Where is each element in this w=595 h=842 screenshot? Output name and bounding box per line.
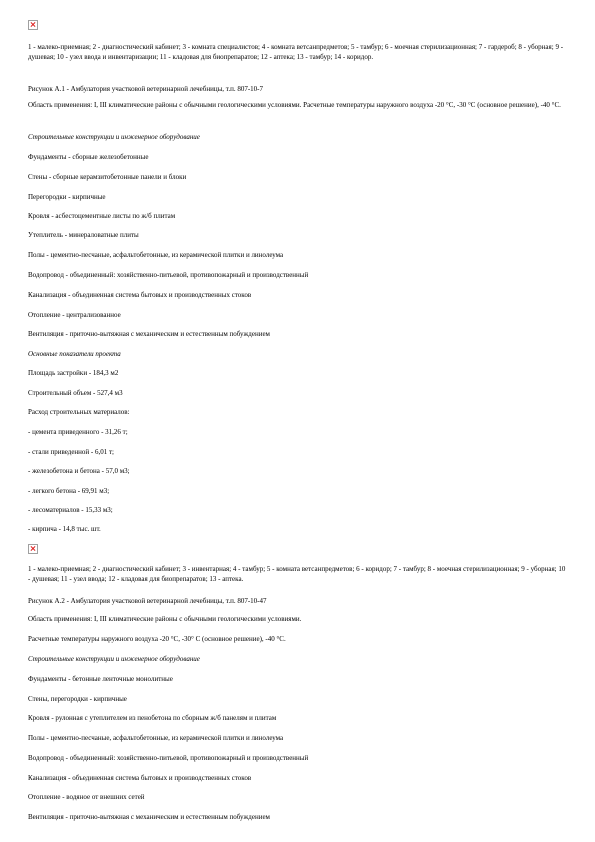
spec-line: Полы - цементно-песчаные, асфальтобетонные, из керамической плитки и линолеума bbox=[28, 251, 284, 259]
spec-line: Фундаменты - сборные железобетонные bbox=[28, 153, 149, 161]
figure-caption: Рисунок А.2 - Амбулатория участковой ветеринарной лечебницы, т.п. 807-10-47 bbox=[28, 597, 267, 605]
indicator-line: - легкого бетона - 69,91 м3; bbox=[28, 487, 110, 495]
spec-line: Перегородки - кирпичные bbox=[28, 193, 106, 201]
indicator-line: - кирпича - 14,8 тыс. шт. bbox=[28, 525, 101, 533]
scope-text: Область применения: I, III климатические районы с обычными геологическими условиями. bbox=[28, 615, 302, 623]
spec-line: Канализация - объединенная система бытовых и производственных стоков bbox=[28, 774, 252, 782]
indicator-line: - цемента приведенного - 31,26 т; bbox=[28, 428, 128, 436]
spec-line: Полы - цементно-песчаные, асфальтобетонные, из керамической плитки и линолеума bbox=[28, 734, 284, 742]
broken-image-icon bbox=[28, 20, 38, 30]
broken-image-icon bbox=[28, 544, 38, 554]
indicator-line: Строительный объем - 527,4 м3 bbox=[28, 389, 123, 397]
spec-line: Водопровод - объединенный: хозяйственно-питьевой, противопожарный и производственный bbox=[28, 754, 309, 762]
indicator-line: Площадь застройки - 184,3 м2 bbox=[28, 369, 119, 377]
indicator-line: Расход строительных материалов: bbox=[28, 408, 130, 416]
spec-line: Фундаменты - бетонные ленточные монолитные bbox=[28, 675, 173, 683]
spec-line: Вентиляция - приточно-вытяжная с механическим и естественным побуждением bbox=[28, 813, 270, 821]
spec-line: Утеплитель - минераловатные плиты bbox=[28, 231, 139, 239]
indicator-line: - железобетона и бетона - 57,0 м3; bbox=[28, 467, 130, 475]
spec-line: Кровля - асбестоцементные листы по ж/б плитам bbox=[28, 212, 176, 220]
indicator-line: - лесоматериалов - 15,33 м3; bbox=[28, 506, 113, 514]
spec-line: Водопровод - объединенный: хозяйственно-питьевой, противопожарный и производственный bbox=[28, 271, 309, 279]
spec-line: Стены, перегородки - кирпичные bbox=[28, 695, 127, 703]
spec-line: Отопление - водяное от внешних сетей bbox=[28, 793, 145, 801]
spec-line: Стены - сборные керамзитобетонные панели и блоки bbox=[28, 173, 187, 181]
indicator-line: - стали приведенной - 6,01 т; bbox=[28, 448, 115, 456]
figure-legend: 1 - малеко-приемная; 2 - диагностический кабинет; 3 - комната специалистов; 4 - комната ветсанпредметов; 5 - тамбур; 6 - моечная стерилизационная; 7 - гардероб; 8 - уборная; 9 - душевая; 10 - узел ввода и инвентаризации; 11 - кладовая для биопрепаратов; 12 - аптека; 13 - тамбур; 14 - коридор. bbox=[28, 43, 564, 61]
section-title: Строительные конструкции и инженерное оборудование bbox=[28, 133, 200, 141]
indicators-title: Основные показатели проекта bbox=[28, 350, 121, 358]
figure-caption: Рисунок А.1 - Амбулатория участковой ветеринарной лечебницы, т.п. 807-10-7 bbox=[28, 85, 263, 93]
section-title: Строительные конструкции и инженерное оборудование bbox=[28, 655, 200, 663]
figure-legend: 1 - малеко-приемная; 2 - диагностический кабинет; 3 - инвентарная; 4 - тамбур; 5 - комната ветсанпредметов; 6 - коридор; 7 - тамбур; 8 - моечная стерилизационная; 9 - уборная; 10 - душевая; 11 - узел ввода; 12 - кладовая для биопрепаратов; 13 - аптека. bbox=[28, 565, 566, 583]
spec-line: Кровля - рулонная с утеплителем из пенобетона по сборным ж/б панелям и плитам bbox=[28, 714, 277, 722]
spec-line: Вентиляция - приточно-вытяжная с механическим и естественным побуждением bbox=[28, 330, 270, 338]
spec-line: Канализация - объединенная система бытовых и производственных стоков bbox=[28, 291, 252, 299]
scope-text: Область применения: I, III климатические районы с обычными геологическими условиями. Расчетные температуры наружного воздуха -20 °С, -30 °С (основное решение), -40 °С. bbox=[28, 101, 561, 109]
spec-line: Отопление - централизованное bbox=[28, 311, 121, 319]
temperature-text: Расчетные температуры наружного воздуха -20 °С, -30° С (основное решение), -40 °С. bbox=[28, 635, 286, 643]
